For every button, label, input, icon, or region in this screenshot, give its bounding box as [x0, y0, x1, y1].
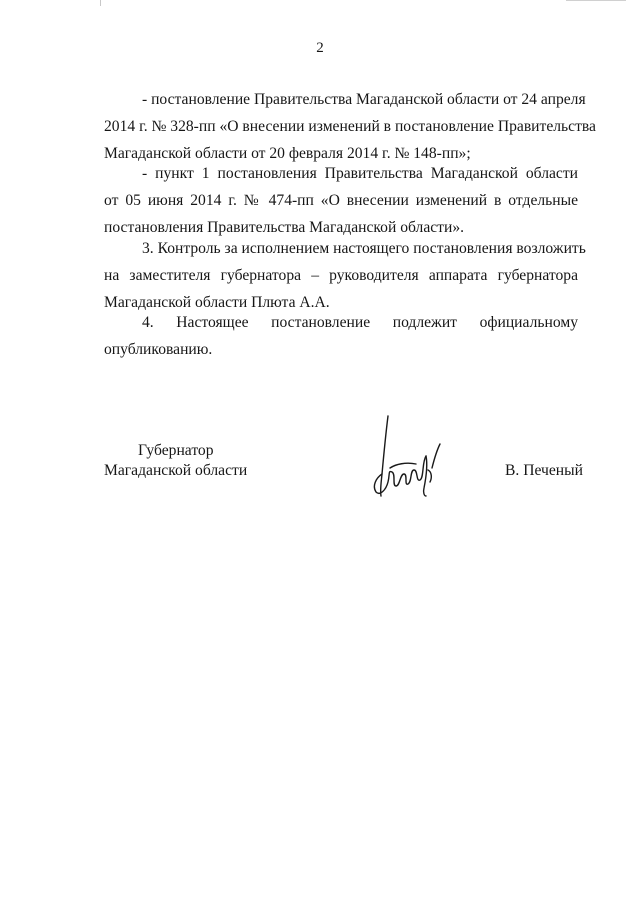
- paragraph-line: 3. Контроль за исполнением настоящего постановления возложить: [142, 240, 586, 257]
- paragraph-line: постановления Правительства Магаданской области».: [104, 219, 465, 236]
- scan-edge-mark: [100, 0, 101, 6]
- position-line-1: Губернатор: [138, 442, 214, 459]
- paragraph-line: 2014 г. № 328-пп «О внесении изменений в постановление Правительства: [104, 118, 596, 135]
- page-number: 2: [316, 40, 324, 56]
- paragraph-line: - пункт 1 постановления Правительства Магаданской области: [142, 165, 578, 182]
- paragraph-line: опубликованию.: [104, 341, 213, 358]
- scan-edge-mark: [566, 0, 626, 1]
- paragraph-line: Магаданской области от 20 февраля 2014 г. № 148-пп»;: [104, 145, 471, 162]
- paragraph-line: - постановление Правительства Магаданской области от 24 апреля: [142, 91, 586, 108]
- paragraph-3: [104, 235, 586, 316]
- paragraph-line: 4. Настоящее постановление подлежит официальному: [142, 314, 578, 331]
- paragraph-4: [104, 309, 578, 363]
- signatory-position: [104, 441, 264, 481]
- signatory-name: В. Печеный: [505, 462, 583, 479]
- handwritten-signature: [366, 412, 456, 500]
- paragraph-line: от 05 июня 2014 г. № 474-пп «О внесении изменений в отдельные: [104, 192, 578, 209]
- paragraph-line: на заместителя губернатора – руководителя аппарата губернатора: [104, 267, 578, 284]
- paragraph-line: Магаданской области Плюта А.А.: [104, 294, 330, 311]
- paragraph-2: [104, 160, 578, 241]
- paragraph-1: [104, 86, 596, 167]
- position-line-2: Магаданской области: [104, 462, 248, 479]
